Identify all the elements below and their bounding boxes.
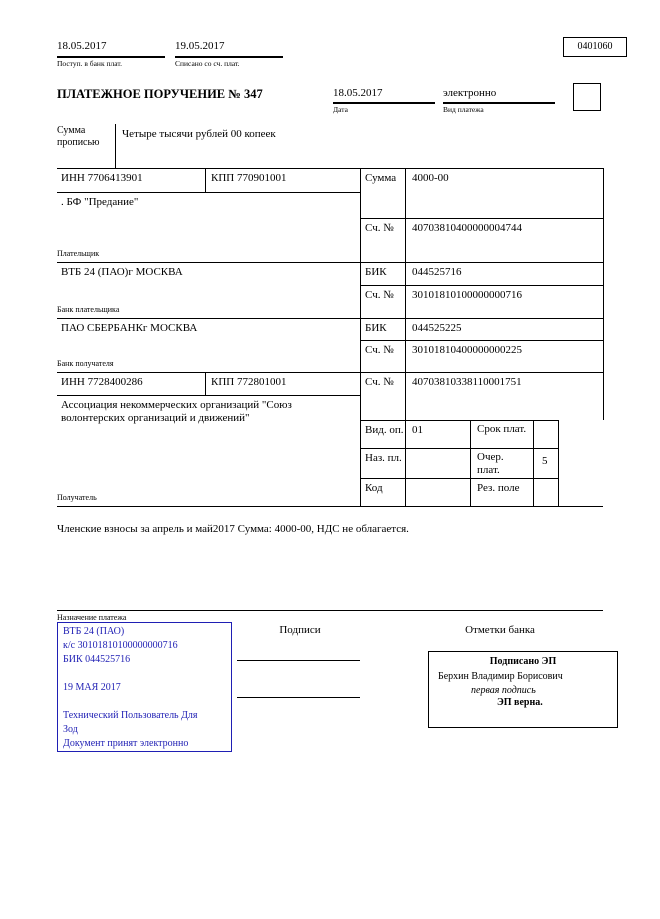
table-line	[57, 506, 603, 507]
purpose-code-label: Наз. пл.	[365, 452, 402, 464]
table-line	[115, 124, 116, 168]
table-line	[57, 318, 603, 319]
table-line	[205, 372, 206, 395]
table-line	[360, 218, 603, 219]
payer-bank-bik-label: БИК	[365, 266, 387, 278]
signature-line	[237, 660, 360, 661]
payee-bank-bik: 044525225	[412, 322, 462, 334]
table-line	[57, 168, 603, 169]
code-label: Код	[365, 482, 383, 494]
table-line	[558, 420, 559, 506]
signer-name: Берхин Владимир Борисович	[438, 671, 563, 682]
table-line	[57, 395, 360, 396]
table-line	[360, 478, 558, 479]
payment-purpose-text: Членские взносы за апрель и май2017 Сумма: 4000-00, НДС не облагается.	[57, 523, 409, 535]
amount-in-words-label: Сумма прописью	[57, 125, 100, 148]
bank-stamp-line: Технический Пользователь Для	[63, 710, 198, 721]
payer-bank-account: 30101810100000000716	[412, 289, 522, 301]
signed-title: Подписано ЭП	[489, 656, 557, 667]
payee-account: 40703810338110001751	[412, 376, 522, 388]
payer-account: 40703810400000004744	[412, 222, 522, 234]
table-line	[470, 420, 471, 506]
received-in-bank-date: 18.05.2017	[57, 40, 107, 52]
divider	[57, 56, 165, 58]
payee-inn: ИНН 7728400286	[61, 376, 143, 388]
written-off-date: 19.05.2017	[175, 40, 225, 52]
payment-purpose-label: Назначение платежа	[57, 613, 127, 622]
divider	[175, 56, 283, 58]
payee-kpp: КПП 772801001	[211, 376, 287, 388]
payee-account-label: Сч. №	[365, 376, 394, 388]
payer-kpp: КПП 770901001	[211, 172, 287, 184]
table-line	[360, 285, 603, 286]
signature-validity: ЭП верна.	[497, 697, 543, 708]
payee-bank-section-label: Банк получателя	[57, 359, 114, 368]
payer-section-label: Плательщик	[57, 249, 100, 258]
op-kind-value: 01	[412, 424, 423, 436]
op-kind-label: Вид. оп.	[365, 424, 404, 436]
document-date-label: Дата	[333, 105, 348, 114]
bank-stamp-line: Документ принят электронно	[63, 738, 189, 749]
bank-stamp-line: Зод	[63, 724, 78, 735]
table-line	[57, 262, 603, 263]
payee-section-label: Получатель	[57, 493, 97, 502]
status-box	[573, 83, 601, 111]
electronic-signature-box	[428, 651, 618, 728]
payee-bank-account-label: Сч. №	[365, 344, 394, 356]
bank-stamp-line: к/с 30101810100000000716	[63, 640, 178, 651]
priority-value: 5	[542, 455, 548, 467]
table-line	[57, 610, 603, 611]
table-line	[533, 420, 534, 506]
table-line	[57, 372, 603, 373]
payer-bank-account-label: Сч. №	[365, 289, 394, 301]
bank-stamp-box	[57, 622, 232, 752]
amount-in-words-value: Четыре тысячи рублей 00 копеек	[122, 128, 276, 140]
payment-kind-label: Вид платежа	[443, 105, 484, 114]
reserve-field-label: Рез. поле	[477, 482, 520, 494]
form-code-box	[563, 37, 627, 57]
divider	[443, 102, 555, 104]
bank-stamp-line: ВТБ 24 (ПАО)	[63, 626, 125, 637]
received-in-bank-label: Поступ. в банк плат.	[57, 59, 122, 68]
bank-stamp-line: БИК 044525716	[63, 654, 131, 665]
bank-stamp-line: 19 МАЯ 2017	[63, 682, 121, 693]
payee-bank-bik-label: БИК	[365, 322, 387, 334]
written-off-label: Списано со сч. плат.	[175, 59, 240, 68]
amount-label: Сумма	[365, 172, 397, 184]
payer-bank-section-label: Банк плательщика	[57, 305, 120, 314]
amount-value: 4000-00	[412, 172, 449, 184]
table-line	[360, 340, 603, 341]
payment-kind: электронно	[443, 87, 497, 99]
signatures-label: Подписи	[279, 624, 321, 636]
payer-account-label: Сч. №	[365, 222, 394, 234]
divider	[333, 102, 435, 104]
signature-kind: первая подпись	[471, 685, 536, 696]
payer-name: . БФ "Предание"	[61, 196, 139, 208]
payee-bank-account: 30101810400000000225	[412, 344, 522, 356]
table-line	[360, 448, 558, 449]
document-date: 18.05.2017	[333, 87, 383, 99]
payee-bank-name: ПАО СБЕРБАНКг МОСКВА	[61, 322, 198, 334]
due-date-label: Срок плат.	[477, 423, 527, 435]
table-line	[360, 420, 558, 421]
document-title: ПЛАТЕЖНОЕ ПОРУЧЕНИЕ № 347	[57, 87, 263, 101]
table-line	[57, 192, 360, 193]
table-line	[603, 168, 604, 420]
signature-line	[237, 697, 360, 698]
payer-bank-name: ВТБ 24 (ПАО)г МОСКВА	[61, 266, 183, 278]
payee-name: Ассоциация некоммерческих организаций "Союз волонтерских организаций и движений"	[61, 399, 292, 424]
bank-marks-label: Отметки банка	[465, 624, 535, 636]
form-code: 0401060	[577, 41, 613, 52]
table-line	[205, 168, 206, 192]
payer-bank-bik: 044525716	[412, 266, 462, 278]
priority-label: Очер. плат.	[477, 451, 504, 476]
payer-inn: ИНН 7706413901	[61, 172, 143, 184]
